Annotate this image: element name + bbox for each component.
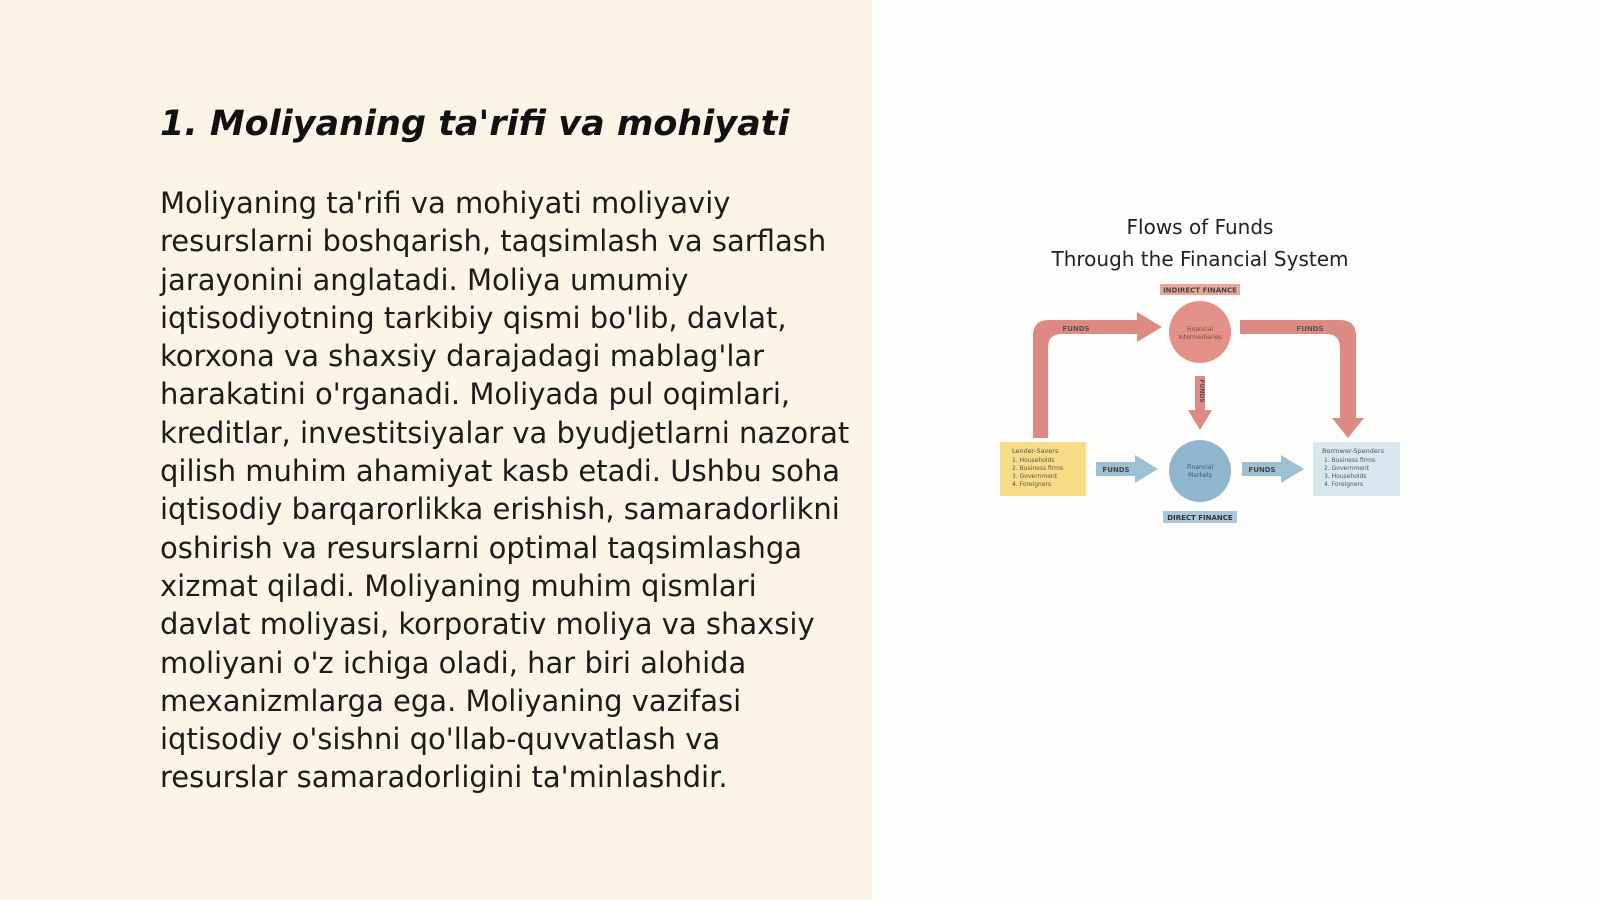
borrower-spenders-item-3: 3. Households — [1324, 473, 1367, 480]
markets-label-2: Markets — [1188, 472, 1212, 479]
funds-label-direct-left: FUNDS — [1102, 466, 1130, 474]
markets-label-1: Financial — [1186, 464, 1214, 471]
lender-savers-heading: Lender-Savers — [1012, 447, 1059, 455]
borrower-spenders-item-1: 1. Business firms — [1324, 457, 1376, 464]
intermediaries-label-2: Intermediaries — [1178, 334, 1222, 341]
borrower-spenders-item-2: 2. Government — [1324, 465, 1370, 472]
lender-savers-item-3: 3. Government — [1012, 473, 1058, 480]
diagram-title-line-1: Flows of Funds — [1126, 215, 1274, 239]
funds-label-right: FUNDS — [1296, 325, 1324, 333]
funds-label-vertical: FUNDS — [1198, 379, 1205, 403]
flow-of-funds-diagram — [1000, 210, 1400, 540]
borrower-spenders-item-4: 4. Foreigners — [1324, 481, 1364, 488]
financial-markets-circle — [1169, 440, 1231, 502]
funds-arrow-lenders-to-intermediaries — [1033, 312, 1162, 438]
intermediaries-label-1: Financial — [1186, 326, 1214, 333]
indirect-finance-label: INDIRECT FINANCE — [1163, 286, 1237, 295]
direct-finance-label: DIRECT FINANCE — [1167, 514, 1233, 522]
lender-savers-item-4: 4. Foreigners — [1012, 481, 1052, 488]
funds-label-left: FUNDS — [1062, 325, 1090, 333]
funds-arrow-intermediaries-to-borrowers — [1240, 320, 1364, 438]
lender-savers-item-2: 2. Business firms — [1012, 465, 1064, 472]
funds-label-direct-right: FUNDS — [1248, 466, 1276, 474]
slide-title: 1. Moliyaning ta'rifi va mohiyati — [160, 104, 790, 144]
borrower-spenders-heading: Borrower-Spenders — [1322, 447, 1384, 455]
diagram-title-line-2: Through the Financial System — [1051, 247, 1349, 271]
slide-body-text: Moliyaning ta'rifi va mohiyati moliyaviy resurslarni boshqarish, taqsimlash va sarflash jarayonini anglatadi. Moliya umumiy iqtisodiyotning tarkibiy qismi bo'lib, davlat, korxona va shaxsiy darajadagi mablag'lar harakatini o'rganadi. Moliyada pul oqimlari, kreditlar, investitsiyalar va byudjetlarni nazorat qilish muhim ahamiyat kasb etadi. Ushbu soha iqtisodiy barqarorlikka erishish, samaradorlikni oshirish va resurslarni optimal taqsimlashga xizmat qiladi. Moliyaning muhim qismlari davlat moliyasi, korporativ moliya va shaxsiy moliyani o'z ichiga oladi, har biri alohida mexanizmlarga ega. Moliyaning vazifasi iqtisodiy o'sishni qo'llab-quvvatlash va resurslar samaradorligini ta'minlashdir. — [160, 186, 850, 795]
lender-savers-item-1: 1. Households — [1012, 457, 1055, 464]
